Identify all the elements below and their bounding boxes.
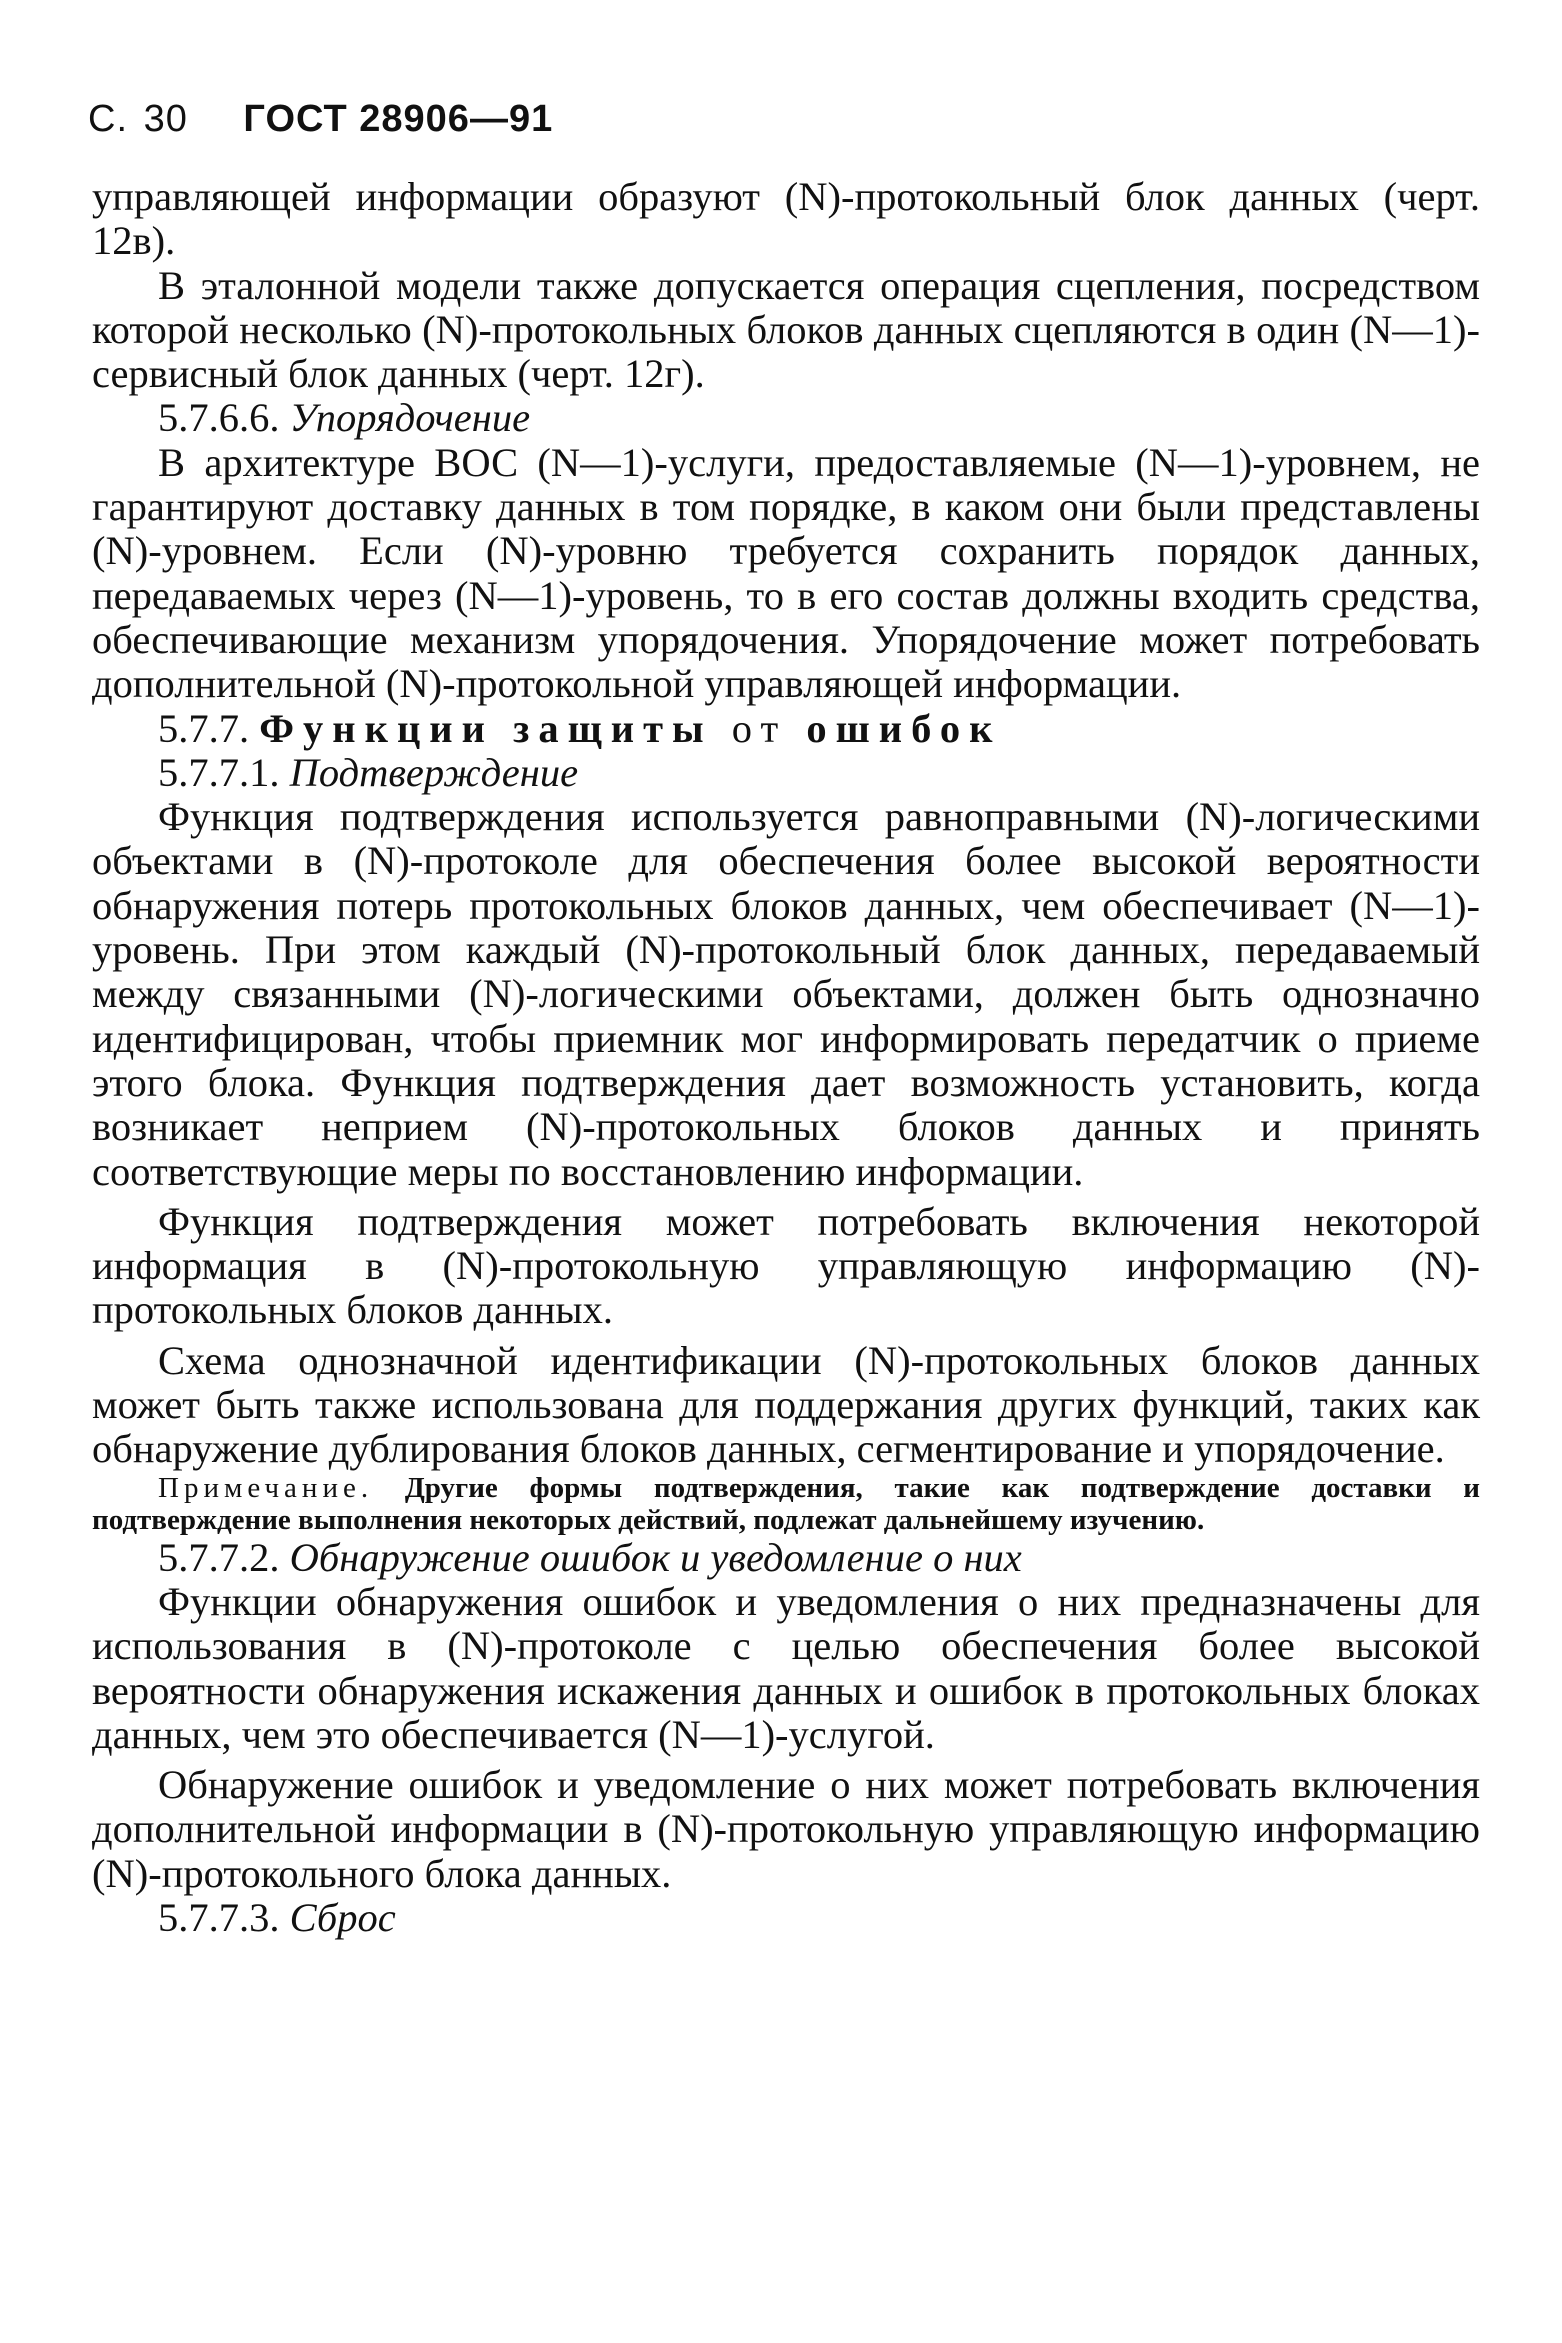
paragraph-6: Схема однозначной идентификации (N)-протокольных блоков данных может быть также использована для поддержания других функций, таких как обнаружение дублирования блоков данных, сегментирование и упорядочение. (92, 1337, 1480, 1472)
note-label: Примечание. (158, 1471, 374, 1504)
section-title-part: Функции защиты (259, 705, 713, 751)
section-title: Обнаружение ошибок и уведомление о них (289, 1534, 1022, 1580)
section-title: Подтверждение (289, 749, 579, 795)
paragraph-1: управляющей информации образуют (N)-протокольный блок данных (черт. 12в). (92, 174, 1480, 264)
section-5-7-6-6-heading (92, 396, 1480, 440)
note-text: Другие формы подтверждения, такие как подтверждение доставки и подтверждение выполнения некоторых действий, подлежат дальнейшему изучению. (92, 1471, 1480, 1536)
section-5-7-7-heading (92, 707, 1480, 751)
section-number: 5.7.7.1. (158, 749, 280, 795)
paragraph-4: Функция подтверждения используется равноправными (N)-логическими объектами в (N)-протоколе для обеспечения более высокой вероятности обнаружения потерь протокольных блоков данных, чем обеспечивает (N—1)-уровень. При этом каждый (N)-протокольный блок данных, передаваемый между связанными (N)-логическими объектами, должен быть однозначно идентифицирован, чтобы приемник мог информировать передатчик о приеме этого блока. Функция подтверждения дает возможность установить, когда возникает неприем (N)-протокольных блоков данных и принять соответствующие меры по восстановлению информации. (92, 794, 1480, 1194)
body-text (92, 175, 1480, 1940)
section-5-7-7-3-heading (92, 1896, 1480, 1940)
paragraph-3: В архитектуре ВОС (N—1)-услуги, предоставляемые (N—1)-уровнем, не гарантируют доставку данных в том порядке, в каком они были представлены (N)-уровнем. Если (N)-уровню требуется сохранить порядок данных, передаваемых через (N—1)-уровень, то в его состав должны входить средства, обеспечивающие механизм упорядочения. Упорядочение может потребовать дополнительной (N)-протокольной управляющей информации. (92, 439, 1480, 707)
page-number: 30 (143, 98, 188, 140)
paragraph-7: Функции обнаружения ошибок и уведомления о них предназначены для использования в (N)-протоколе с целью обеспечения более высокой вероятности обнаружения искажения данных и ошибок в протокольных блоках данных, чем это обеспечивается (N—1)-услугой. (92, 1578, 1480, 1757)
section-title (259, 706, 1001, 751)
section-title-part: от (731, 705, 788, 751)
section-title-part: ошибок (806, 705, 1002, 751)
page-label: С. (88, 98, 128, 140)
standard-title: ГОСТ 28906—91 (243, 98, 554, 140)
section-5-7-7-2-heading (92, 1536, 1480, 1580)
paragraph-8: Обнаружение ошибок и уведомление о них может потребовать включения дополнительной информации в (N)-протокольную управляющую информацию (N)-протокольного блока данных. (92, 1762, 1480, 1896)
paragraph-2: В эталонной модели также допускается операция сцепления, посредством которой несколько (N)-протокольных блоков данных сцепляются в один (N—1)-сервисный блок данных (черт. 12г). (92, 262, 1480, 397)
page-header (88, 98, 553, 141)
section-title: Упорядочение (289, 395, 531, 441)
paragraph-5: Функция подтверждения может потребовать включения некоторой информация в (N)-протокольную управляющую информацию (N)-протокольных блоков данных. (92, 1198, 1480, 1333)
section-number: 5.7.7. (158, 705, 250, 751)
section-title: Сброс (289, 1894, 396, 1940)
section-number: 5.7.6.6. (158, 395, 280, 441)
section-number: 5.7.7.3. (158, 1894, 280, 1940)
section-5-7-7-1-heading (92, 751, 1480, 795)
note (92, 1472, 1480, 1536)
section-number: 5.7.7.2. (158, 1534, 280, 1580)
